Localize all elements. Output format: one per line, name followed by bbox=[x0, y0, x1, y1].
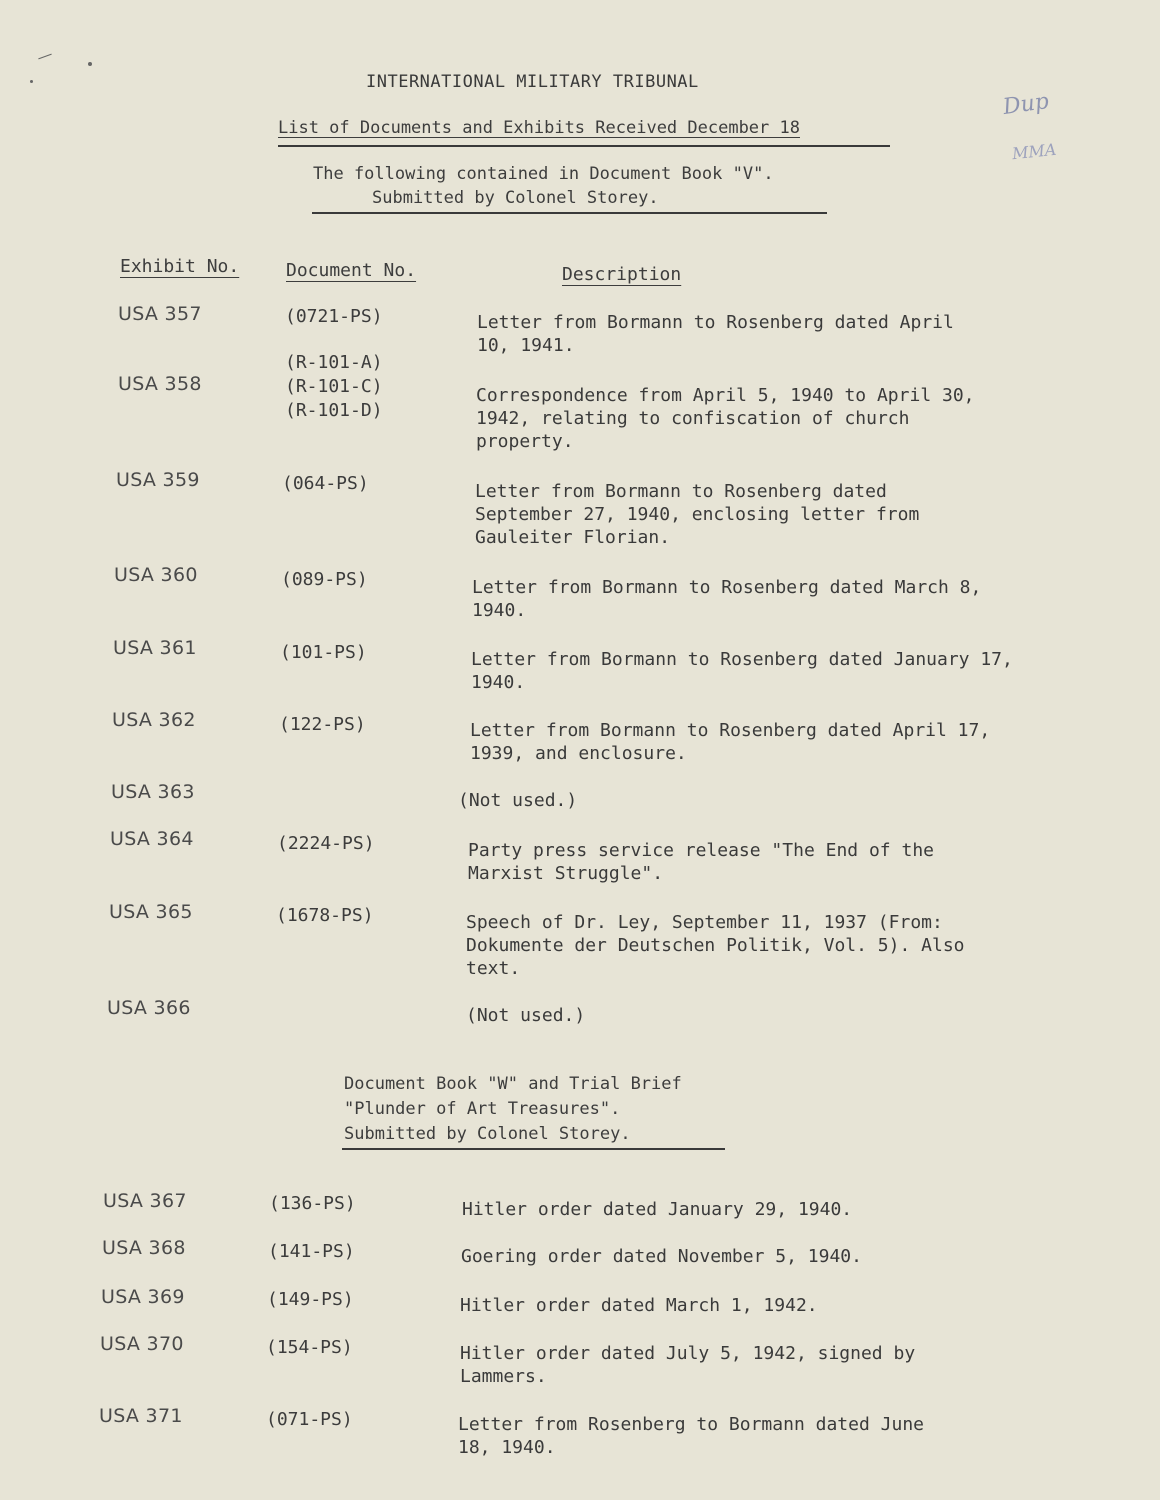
exhibit-number: USA 362 bbox=[112, 709, 196, 731]
description: Party press service release "The End of the Marxist Struggle". bbox=[468, 840, 934, 884]
document-number: (2224-PS) bbox=[277, 833, 375, 854]
exhibit-column-header: Exhibit No. bbox=[120, 256, 240, 277]
description: Correspondence from April 5, 1940 to April 30, 1942, relating to confiscation of church property. bbox=[476, 385, 975, 452]
document-number: (064-PS) bbox=[282, 473, 369, 494]
document-number: (122-PS) bbox=[279, 714, 366, 735]
document-number: (089-PS) bbox=[281, 569, 368, 590]
exhibit-number: USA 358 bbox=[118, 373, 202, 395]
description: (Not used.) bbox=[458, 790, 578, 811]
section2-rule bbox=[342, 1148, 725, 1150]
ink-mark bbox=[30, 80, 33, 83]
description: Hitler order dated July 5, 1942, signed by Lammers. bbox=[460, 1343, 916, 1387]
section1-heading: The following contained in Document Book "V". bbox=[313, 164, 774, 184]
section2-heading: Document Book "W" and Trial Brief bbox=[344, 1074, 682, 1094]
exhibit-number: USA 360 bbox=[114, 564, 198, 586]
section1-submitted: Submitted by Colonel Storey. bbox=[372, 188, 659, 208]
ink-mark bbox=[88, 62, 92, 66]
exhibit-number: USA 370 bbox=[100, 1333, 184, 1355]
section1-rule bbox=[312, 212, 827, 214]
handwritten-annotation: Dup bbox=[1001, 88, 1051, 121]
section2-title: "Plunder of Art Treasures". bbox=[344, 1099, 621, 1119]
document-number: (141-PS) bbox=[268, 1241, 355, 1262]
document-number: (149-PS) bbox=[267, 1289, 354, 1310]
ink-mark bbox=[38, 54, 51, 60]
exhibit-number: USA 361 bbox=[113, 637, 197, 659]
description: Hitler order dated January 29, 1940. bbox=[462, 1199, 853, 1220]
description: Speech of Dr. Ley, September 11, 1937 (From: Dokumente der Deutschen Politik, Vol. 5). Also text. bbox=[466, 912, 965, 979]
document-column-header: Document No. bbox=[286, 260, 417, 281]
document-subtitle: List of Documents and Exhibits Received December 18 bbox=[278, 118, 800, 138]
exhibit-number: USA 367 bbox=[103, 1190, 187, 1212]
document-number: (154-PS) bbox=[266, 1337, 353, 1358]
exhibit-number: USA 368 bbox=[102, 1237, 186, 1259]
description: Hitler order dated March 1, 1942. bbox=[460, 1295, 818, 1316]
description: Letter from Bormann to Rosenberg dated March 8, 1940. bbox=[472, 577, 982, 621]
description: Letter from Rosenberg to Bormann dated June 18, 1940. bbox=[458, 1414, 924, 1458]
description: Letter from Bormann to Rosenberg dated September 27, 1940, enclosing letter from Gauleiter Florian. bbox=[475, 481, 920, 548]
exhibit-number: USA 363 bbox=[111, 781, 195, 803]
document-number: (071-PS) bbox=[266, 1409, 353, 1430]
description: Goering order dated November 5, 1940. bbox=[461, 1246, 862, 1267]
exhibit-number: USA 369 bbox=[101, 1286, 185, 1308]
description-column-header: Description bbox=[562, 264, 682, 285]
document-number: (R-101-A) (R-101-C) (R-101-D) bbox=[285, 352, 383, 421]
description: (Not used.) bbox=[466, 1005, 586, 1026]
exhibit-number: USA 364 bbox=[110, 828, 194, 850]
description: Letter from Bormann to Rosenberg dated April 10, 1941. bbox=[477, 312, 954, 356]
document-number: (136-PS) bbox=[269, 1193, 356, 1214]
document-number: (0721-PS) bbox=[285, 306, 383, 327]
section2-submitted: Submitted by Colonel Storey. bbox=[344, 1124, 631, 1144]
subtitle-rule bbox=[278, 145, 890, 147]
document-number: (101-PS) bbox=[280, 642, 367, 663]
document-title: INTERNATIONAL MILITARY TRIBUNAL bbox=[366, 72, 699, 92]
exhibit-number: USA 371 bbox=[99, 1405, 183, 1427]
description: Letter from Bormann to Rosenberg dated April 17, 1939, and enclosure. bbox=[470, 720, 991, 764]
exhibit-number: USA 357 bbox=[118, 303, 202, 325]
exhibit-number: USA 359 bbox=[116, 469, 200, 491]
exhibit-number: USA 366 bbox=[107, 997, 191, 1019]
document-number: (1678-PS) bbox=[276, 905, 374, 926]
handwritten-initials: MMA bbox=[1011, 139, 1058, 164]
description: Letter from Bormann to Rosenberg dated January 17, 1940. bbox=[471, 649, 1013, 693]
exhibit-number: USA 365 bbox=[109, 901, 193, 923]
